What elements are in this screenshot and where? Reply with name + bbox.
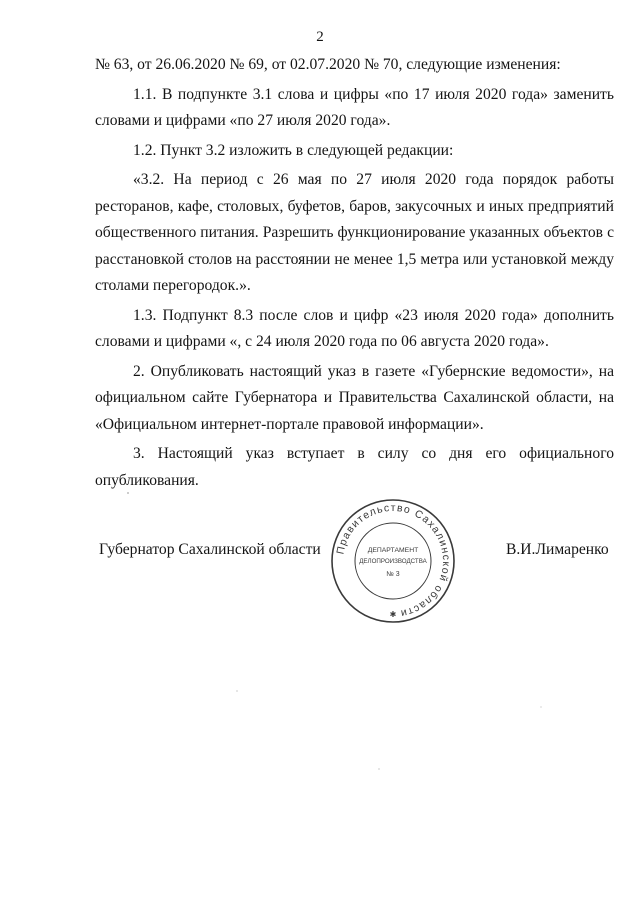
paragraph-3-2-quote: «3.2. На период с 26 мая по 27 июля 2020 года порядок работы ресторанов, кафе, столовых, буфетов, баров, закусочных и иных предприятий общественного питания. Разрешить функционирование указанных объектов с расстановкой столов на расстоянии не менее 1,5 метра или установкой между столами перегородок.». [95, 171, 614, 294]
seal-star-icon: ✱ [389, 610, 397, 619]
document-body [95, 52, 614, 497]
seal-ring-textpath: Правительство Сахалинской области [334, 501, 453, 620]
page-number: 2 [316, 29, 324, 45]
paragraph-1-2: 1.2. Пункт 3.2 изложить в следующей редакции: [133, 141, 454, 159]
paragraph-1-3: 1.3. Подпункт 8.3 после слов и цифр «23 июля 2020 года» дополнить словами и цифрами «, с 24 июля 2020 года по 06 августа 2020 года». [95, 306, 614, 350]
paragraph-1-1: 1.1. В подпункте 3.1 слова и цифры «по 17 июля 2020 года» заменить словами и цифрами «по 27 июля 2020 года». [95, 85, 614, 129]
scan-speck [378, 768, 380, 770]
seal-center-line-3: № 3 [386, 571, 400, 578]
scan-speck [236, 690, 238, 692]
signatory-title: Губернатор Сахалинской области [99, 541, 321, 558]
scan-speck [540, 706, 542, 708]
seal-center-line-2: ДЕЛОПРОИЗВОДСТВА [359, 558, 427, 565]
scan-speck [127, 492, 129, 494]
paragraph-continuation: № 63, от 26.06.2020 № 69, от 02.07.2020 № 70, следующие изменения: [95, 56, 561, 73]
seal-center-line-1: ДЕПАРТАМЕНТ [367, 547, 419, 554]
paragraph-2: 2. Опубликовать настоящий указ в газете «Губернские ведомости», на официальном сайте Губернатора и Правительства Сахалинской области, на «Официальном интернет-портале правовой информации». [95, 362, 614, 433]
paragraph-3: 3. Настоящий указ вступает в силу со дня его официального опубликования. [95, 445, 614, 489]
signatory-name: В.И.Лимаренко [506, 541, 609, 558]
official-seal-stamp [328, 496, 458, 626]
